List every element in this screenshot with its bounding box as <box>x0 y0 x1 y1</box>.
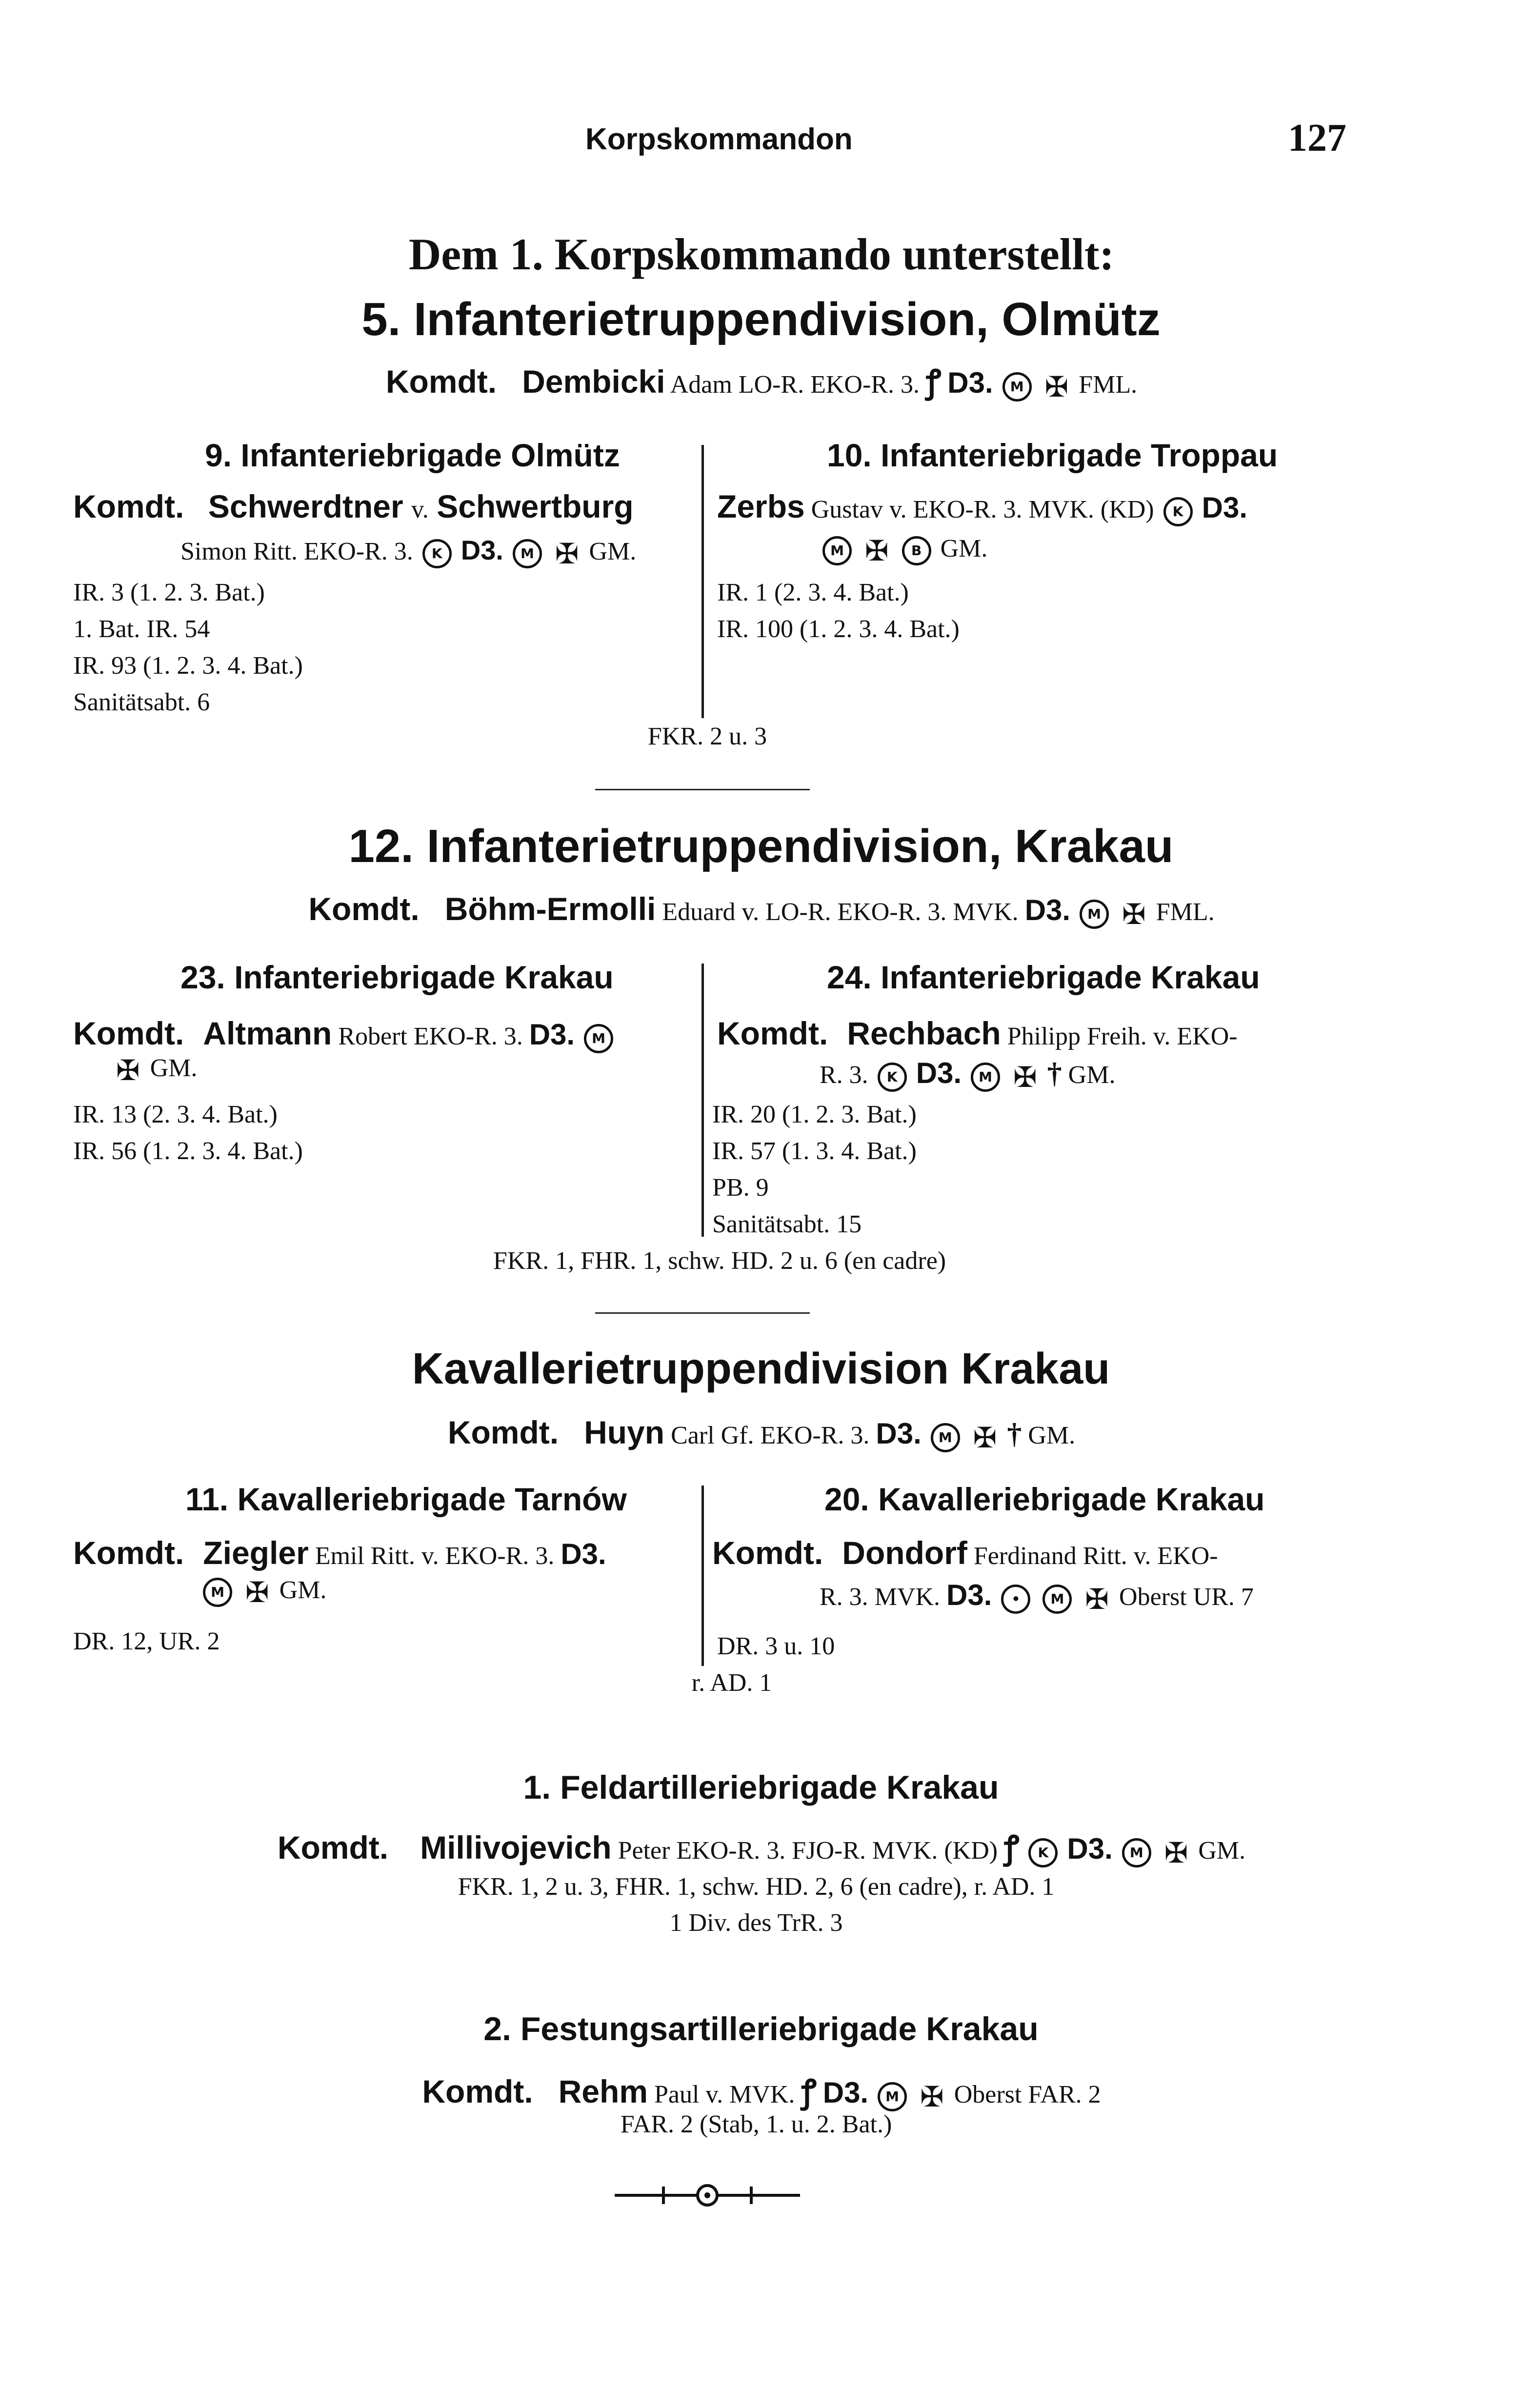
cross-icon: ✠ <box>973 1421 997 1455</box>
field-artillery-train: 1 Div. des TrR. 3 <box>669 1909 843 1937</box>
cross-icon: ✠ <box>245 1576 269 1609</box>
page-number: 127 <box>1288 117 1346 160</box>
commander-details: Peter EKO-R. 3. FJO-R. MVK. (KD) <box>618 1837 998 1865</box>
running-header: Korpskommandon <box>585 122 853 156</box>
rank: FML. <box>1079 371 1138 399</box>
column-divider <box>701 963 704 1237</box>
cavalry-footer: r. AD. 1 <box>691 1669 772 1697</box>
commander-name: Ziegler <box>203 1535 309 1571</box>
m-medal-icon: M <box>513 539 542 568</box>
commander-name: Huyn <box>584 1414 665 1450</box>
division-5-footer: FKR. 2 u. 3 <box>647 722 767 750</box>
unit-line: PB. 9 <box>712 1174 769 1202</box>
divider-rule <box>595 1312 810 1314</box>
komdt-label: Komdt. <box>73 1015 184 1051</box>
d3-mark: D3. <box>461 535 503 565</box>
unit-line: IR. 56 (1. 2. 3. 4. Bat.) <box>73 1137 303 1165</box>
komdt-label: Komdt. <box>712 1535 823 1571</box>
brigade-10-details <box>820 534 987 567</box>
unit-line: DR. 3 u. 10 <box>717 1632 835 1660</box>
m-medal-icon: M <box>878 2082 907 2111</box>
details: Emil Ritt. v. EKO-R. 3. <box>315 1542 555 1570</box>
order-icon: ꝭ <box>1004 1830 1020 1866</box>
details: Simon Ritt. EKO-R. 3. <box>180 538 413 565</box>
unit-line: Sanitätsabt. 15 <box>712 1210 862 1238</box>
m-medal-icon: M <box>1080 900 1109 929</box>
brigade-10-commander <box>717 488 1247 526</box>
brigade-24-heading: 24. Infanteriebrigade Krakau <box>827 959 1260 995</box>
brigade-20-details <box>820 1578 1254 1616</box>
brigade-11-commander <box>73 1534 606 1571</box>
komdt-label: Komdt. <box>277 1829 389 1866</box>
unit-line: IR. 100 (1. 2. 3. 4. Bat.) <box>717 615 960 643</box>
cross-icon: ✠ <box>116 1054 140 1087</box>
brigade-24-details <box>820 1056 1115 1094</box>
m-medal-icon: M <box>1042 1585 1072 1614</box>
dot-medal-icon: • <box>1001 1585 1030 1614</box>
column-divider <box>701 1485 704 1666</box>
brigade-9-commander <box>73 488 634 526</box>
unit-line: IR. 1 (2. 3. 4. Bat.) <box>717 579 909 606</box>
rank: GM. <box>940 535 988 562</box>
brigade-23-heading: 23. Infanteriebrigade Krakau <box>180 959 614 995</box>
unit-line: IR. 3 (1. 2. 3. Bat.) <box>73 579 265 606</box>
details: Ferdinand Ritt. v. EKO- <box>973 1542 1218 1570</box>
unit-line: IR. 57 (1. 3. 4. Bat.) <box>712 1137 917 1165</box>
d3-mark: D3. <box>822 2076 869 2109</box>
commander-name: Schwerdtner <box>208 488 403 524</box>
end-ornament <box>605 2181 810 2210</box>
d3-mark: D3. <box>947 366 993 399</box>
fortress-artillery-units: FAR. 2 (Stab, 1. u. 2. Bat.) <box>620 2110 892 2138</box>
commander-name: Rechbach <box>847 1015 1001 1051</box>
cross-icon: ✠ <box>865 534 889 568</box>
commander-details: Adam LO-R. EKO-R. 3. <box>670 371 920 399</box>
m-medal-icon: M <box>584 1024 613 1053</box>
commander-name: Altmann <box>203 1015 332 1051</box>
d3-mark: D3. <box>529 1018 575 1051</box>
d3-mark: D3. <box>1024 894 1071 926</box>
d3-mark: D3. <box>946 1579 992 1611</box>
details: R. 3. MVK. <box>820 1583 941 1611</box>
unit-line: IR. 13 (2. 3. 4. Bat.) <box>73 1101 278 1128</box>
cross-icon: ✠ <box>1013 1061 1037 1094</box>
brigade-11-heading: 11. Kavalleriebrigade Tarnów <box>185 1481 627 1517</box>
rank: GM. <box>1028 1422 1076 1449</box>
brigade-9-heading: 9. Infanteriebrigade Olmütz <box>205 437 620 473</box>
division-12-title: 12. Infanterietruppendivision, Krakau <box>348 820 1174 872</box>
m-medal-icon: M <box>203 1578 232 1607</box>
rank: GM. <box>279 1576 327 1604</box>
unit-line: IR. 20 (1. 2. 3. Bat.) <box>712 1101 917 1128</box>
commander-name: Zerbs <box>717 488 805 524</box>
unit-line: 1. Bat. IR. 54 <box>73 615 210 643</box>
d3-mark: D3. <box>916 1057 962 1089</box>
details: Gustav v. EKO-R. 3. MVK. (KD) <box>811 496 1154 523</box>
order-icon: ꝭ <box>925 364 942 400</box>
dagger-icon: † <box>1047 1057 1062 1089</box>
cross-icon: ✠ <box>920 2080 944 2114</box>
fortress-artillery-commander <box>0 2068 1523 2113</box>
brigade-23-commander <box>73 1015 616 1053</box>
cross-icon: ✠ <box>1164 1836 1188 1870</box>
komdt-label: Komdt. <box>422 2073 533 2109</box>
dagger-icon: † <box>1007 1418 1022 1450</box>
unit-line: IR. 93 (1. 2. 3. 4. Bat.) <box>73 652 303 680</box>
k-medal-icon: K <box>878 1063 907 1092</box>
cross-icon: ✠ <box>1085 1583 1109 1616</box>
ornament-icon <box>605 2181 810 2210</box>
k-medal-icon: K <box>422 539 452 568</box>
commander-name: Millivojevich <box>420 1829 612 1866</box>
m-medal-icon: M <box>1002 372 1032 401</box>
field-artillery-commander <box>0 1825 1523 1869</box>
k-medal-icon: K <box>1028 1838 1058 1867</box>
rank: Oberst FAR. 2 <box>954 2081 1101 2108</box>
d3-mark: D3. <box>561 1538 606 1570</box>
commander-name-rest: Schwertburg <box>437 488 634 524</box>
column-divider <box>701 445 704 718</box>
unit-line: DR. 12, UR. 2 <box>73 1627 220 1655</box>
name-particle: v. <box>411 496 429 523</box>
m-medal-icon: M <box>822 536 852 565</box>
rank: GM. <box>1198 1837 1246 1865</box>
commander-details: Paul v. MVK. <box>654 2081 795 2108</box>
division-5-commander <box>0 359 1523 403</box>
brigade-20-commander <box>712 1534 1218 1571</box>
commander-details: Carl Gf. EKO-R. 3. <box>671 1422 870 1449</box>
cross-icon: ✠ <box>1122 898 1146 931</box>
commander-details: Eduard v. LO-R. EKO-R. 3. MVK. <box>662 898 1019 926</box>
komdt-label: Komdt. <box>447 1414 559 1450</box>
rank: GM. <box>1068 1061 1116 1089</box>
details: Philipp Freih. v. EKO- <box>1007 1023 1238 1050</box>
brigade-11-details <box>200 1576 326 1609</box>
komdt-label: Komdt. <box>717 1015 828 1051</box>
cavalry-division-title: Kavallerietruppendivision Krakau <box>412 1344 1110 1393</box>
commander-name: Rehm <box>558 2073 648 2109</box>
brigade-20-heading: 20. Kavalleriebrigade Krakau <box>824 1481 1265 1517</box>
divider-rule <box>595 789 810 790</box>
d3-mark: D3. <box>876 1417 922 1450</box>
m-medal-icon: M <box>971 1063 1000 1092</box>
rank: FML. <box>1156 898 1215 926</box>
cross-icon: ✠ <box>1044 370 1069 404</box>
field-artillery-title: 1. Feldartilleriebrigade Krakau <box>523 1769 999 1806</box>
komdt-label: Komdt. <box>385 363 497 400</box>
brigade-10-heading: 10. Infanteriebrigade Troppau <box>827 437 1278 473</box>
commander-name: Dondorf <box>842 1535 967 1571</box>
division-12-footer: FKR. 1, FHR. 1, schw. HD. 2 u. 6 (en cadre) <box>493 1247 946 1275</box>
rank: GM. <box>150 1054 198 1082</box>
m-medal-icon: M <box>931 1423 960 1452</box>
komdt-label: Komdt. <box>73 1535 184 1571</box>
main-title: Dem 1. Korpskommando unterstellt: <box>408 229 1115 279</box>
order-icon: ꝭ <box>801 2074 817 2110</box>
field-artillery-units: FKR. 1, 2 u. 3, FHR. 1, schw. HD. 2, 6 (en cadre), r. AD. 1 <box>458 1873 1055 1901</box>
komdt-label: Komdt. <box>308 891 420 927</box>
rank: Oberst UR. 7 <box>1119 1583 1254 1611</box>
commander-name: Böhm-Ermolli <box>444 891 656 927</box>
division-12-commander <box>0 890 1523 931</box>
b-medal-icon: B <box>902 536 931 565</box>
details: Robert EKO-R. 3. <box>338 1023 523 1050</box>
details: R. 3. <box>820 1061 868 1089</box>
brigade-9-details <box>180 534 636 570</box>
d3-mark: D3. <box>1202 491 1247 524</box>
unit-line: Sanitätsabt. 6 <box>73 688 210 716</box>
cross-icon: ✠ <box>555 537 579 571</box>
d3-mark: D3. <box>1067 1832 1113 1865</box>
division-5-title: 5. Infanterietruppendivision, Olmütz <box>361 293 1161 345</box>
m-medal-icon: M <box>1122 1838 1151 1867</box>
brigade-23-details <box>112 1054 197 1087</box>
brigade-24-commander <box>717 1015 1238 1052</box>
komdt-label: Komdt. <box>73 488 184 524</box>
cavalry-division-commander <box>0 1414 1523 1454</box>
k-medal-icon: K <box>1163 497 1193 526</box>
rank: GM. <box>589 538 637 565</box>
fortress-artillery-title: 2. Festungsartilleriebrigade Krakau <box>483 2010 1039 2047</box>
commander-name: Dembicki <box>522 363 665 400</box>
